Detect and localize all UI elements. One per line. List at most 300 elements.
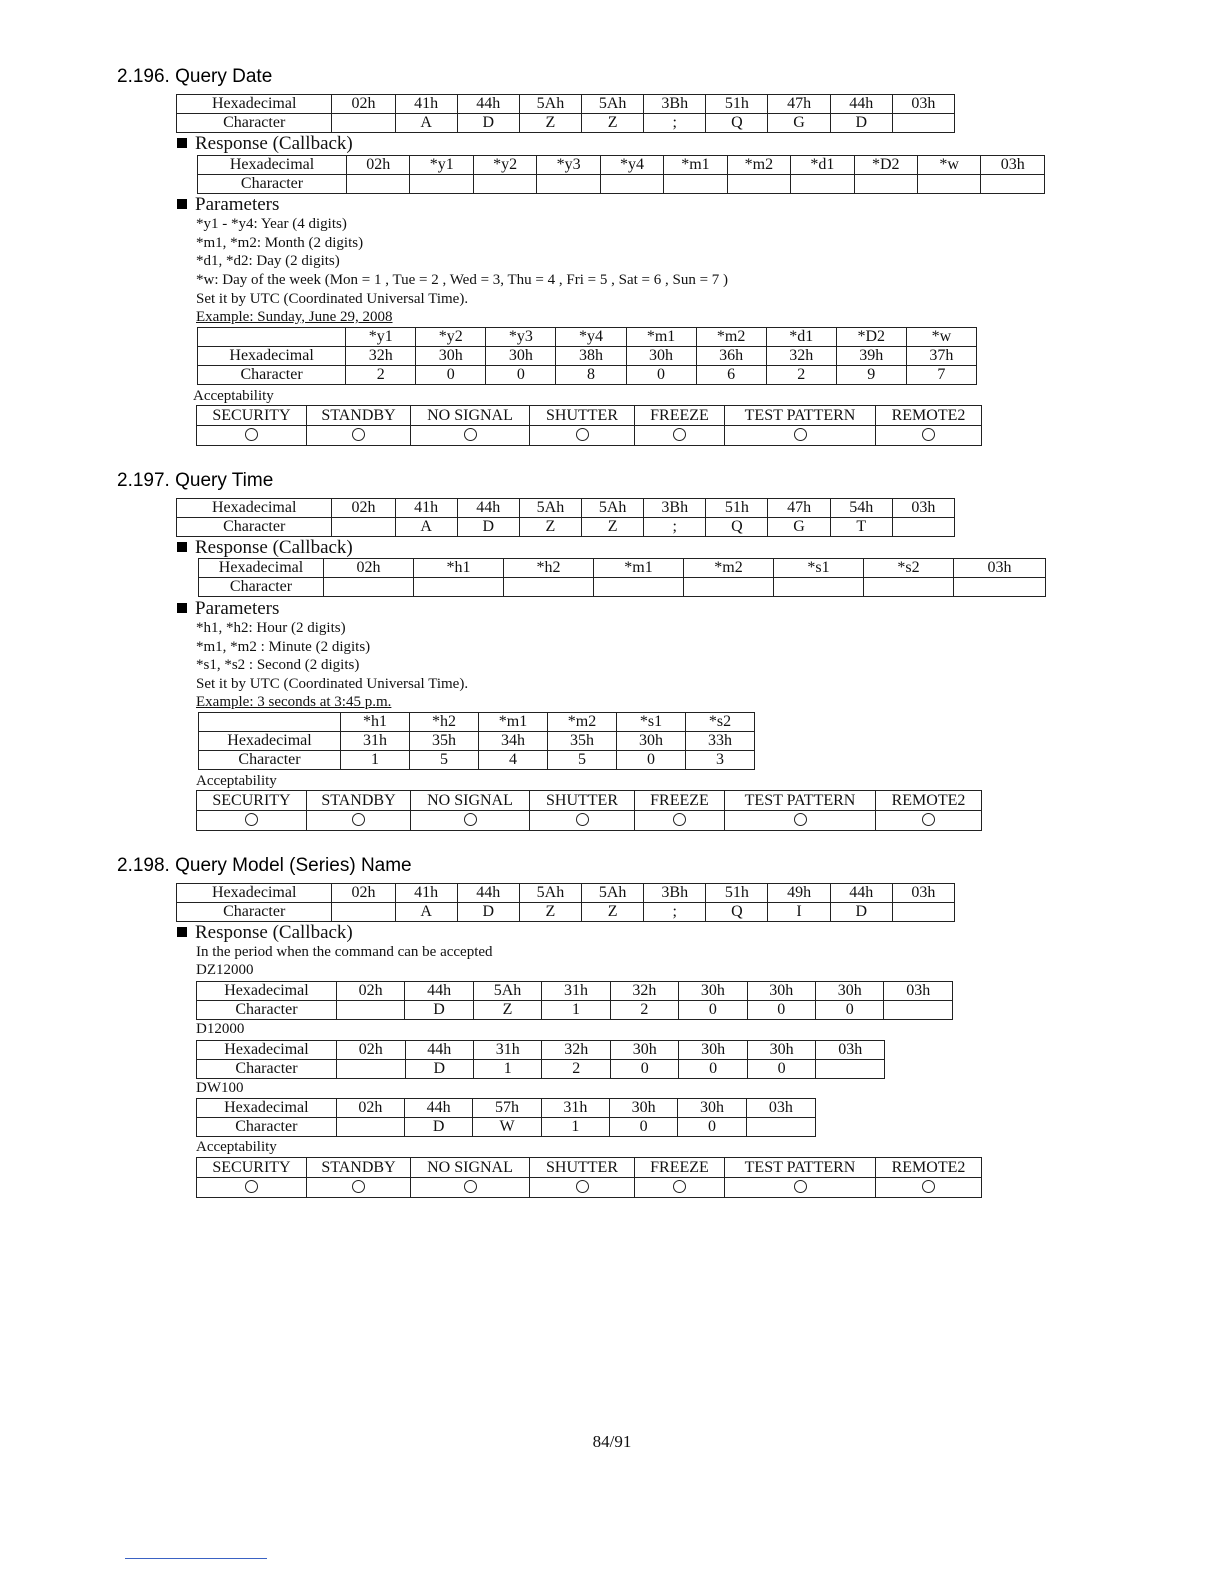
- table-cell: *m2: [548, 713, 617, 732]
- row-label-cell: Character: [199, 578, 324, 597]
- circle-icon: [464, 813, 477, 826]
- table-cell: 5Ah: [519, 884, 581, 903]
- acceptability-cell: [530, 426, 635, 446]
- acceptability-header: SHUTTER: [530, 1158, 635, 1178]
- table-cell: 5Ah: [473, 982, 541, 1001]
- table-cell: 41h: [395, 95, 457, 114]
- table-cell: [336, 1118, 404, 1137]
- table-row: [197, 426, 982, 446]
- table-cell: 31h: [473, 1041, 541, 1060]
- table-row: [199, 578, 1046, 597]
- table-cell: 30h: [747, 982, 815, 1001]
- table-cell: [954, 578, 1046, 597]
- table-cell: 44h: [830, 95, 892, 114]
- table-row: [197, 982, 953, 1001]
- table-cell: *s1: [617, 713, 686, 732]
- table-cell: 5: [548, 751, 617, 770]
- table-cell: 02h: [336, 982, 404, 1001]
- circle-icon: [576, 428, 589, 441]
- row-label-cell: Character: [197, 1060, 337, 1079]
- acceptability-header: SECURITY: [197, 1158, 307, 1178]
- circle-icon: [794, 1180, 807, 1193]
- table-row: [177, 884, 955, 903]
- table-cell: ;: [644, 903, 706, 922]
- table-cell: 47h: [768, 95, 830, 114]
- table-cell: [664, 175, 727, 194]
- circle-icon: [673, 1180, 686, 1193]
- acceptability-header: NO SIGNAL: [411, 1158, 530, 1178]
- table-cell: 5: [410, 751, 479, 770]
- table-row: [199, 751, 755, 770]
- example-label: Example: Sunday, June 29, 2008: [196, 309, 393, 325]
- circle-icon: [464, 428, 477, 441]
- table-row: [198, 175, 1045, 194]
- table-cell: 03h: [892, 884, 954, 903]
- table-cell: 32h: [766, 347, 836, 366]
- table-cell: *m2: [696, 328, 766, 347]
- table-cell: D: [830, 903, 892, 922]
- table-cell: 0: [747, 1001, 815, 1020]
- table-cell: 1: [341, 751, 410, 770]
- response-table: [197, 155, 1045, 194]
- acceptability-table: [196, 405, 982, 446]
- table-row: [197, 1060, 885, 1079]
- table-cell: *s2: [864, 559, 954, 578]
- row-label-cell: Character: [197, 1118, 337, 1137]
- acceptability-header: REMOTE2: [876, 791, 982, 811]
- table-cell: [981, 175, 1045, 194]
- table-cell: 34h: [479, 732, 548, 751]
- table-cell: Z: [473, 1001, 541, 1020]
- acceptability-cell: [197, 811, 307, 831]
- circle-icon: [464, 1180, 477, 1193]
- table-cell: Z: [582, 114, 644, 133]
- acceptability-cell: [530, 811, 635, 831]
- row-label-cell: Character: [199, 751, 341, 770]
- table-cell: T: [830, 518, 892, 537]
- table-cell: D: [457, 518, 519, 537]
- table-cell: 2: [766, 366, 836, 385]
- circle-icon: [245, 1180, 258, 1193]
- table-cell: *y4: [556, 328, 626, 347]
- table-cell: *y1: [410, 156, 473, 175]
- section-title-query-date: 2.196. Query Date: [117, 66, 273, 87]
- table-cell: 35h: [410, 732, 479, 751]
- row-label-cell: Character: [197, 1001, 337, 1020]
- table-cell: Q: [706, 518, 768, 537]
- table-cell: [884, 1001, 953, 1020]
- table-cell: [324, 578, 414, 597]
- table-cell: 0: [679, 1060, 747, 1079]
- model-table: [196, 1040, 885, 1079]
- row-label-cell: Hexadecimal: [198, 156, 347, 175]
- row-label-cell: Hexadecimal: [198, 347, 346, 366]
- table-cell: *m1: [664, 156, 727, 175]
- acceptability-header: SECURITY: [197, 791, 307, 811]
- table-cell: A: [395, 903, 457, 922]
- table-cell: 44h: [457, 95, 519, 114]
- table-cell: 02h: [332, 499, 395, 518]
- table-cell: 1: [542, 1001, 610, 1020]
- acceptability-header: FREEZE: [635, 1158, 725, 1178]
- response-heading: Response (Callback): [177, 133, 353, 155]
- table-cell: 03h: [884, 982, 953, 1001]
- circle-icon: [673, 428, 686, 441]
- bullet-square-icon: [177, 542, 187, 552]
- example-label: Example: 3 seconds at 3:45 p.m.: [196, 694, 392, 710]
- row-label-cell: Hexadecimal: [199, 732, 341, 751]
- acceptability-cell: [307, 426, 411, 446]
- table-cell: 7: [906, 366, 976, 385]
- table-cell: 31h: [542, 982, 610, 1001]
- model-name: DZ12000: [196, 962, 254, 978]
- param-line: *m1, *m2: Month (2 digits): [196, 235, 364, 251]
- response-note: In the period when the command can be accepted: [196, 944, 493, 960]
- table-cell: G: [768, 114, 830, 133]
- table-cell: 0: [679, 1001, 747, 1020]
- table-row: [198, 347, 977, 366]
- acceptability-header: SHUTTER: [530, 406, 635, 426]
- table-cell: [473, 175, 536, 194]
- table-cell: 30h: [486, 347, 556, 366]
- acceptability-header: NO SIGNAL: [411, 791, 530, 811]
- table-cell: 0: [617, 751, 686, 770]
- table-cell: 3: [686, 751, 755, 770]
- model-table: [196, 1098, 816, 1137]
- table-row: [199, 713, 755, 732]
- table-row: [177, 903, 955, 922]
- table-cell: 02h: [336, 1099, 404, 1118]
- table-cell: 02h: [324, 559, 414, 578]
- table-cell: 5Ah: [519, 95, 581, 114]
- table-cell: 30h: [679, 1041, 747, 1060]
- table-cell: Z: [519, 518, 581, 537]
- table-cell: *h2: [410, 713, 479, 732]
- param-line: Set it by UTC (Coordinated Universal Time).: [196, 676, 469, 692]
- row-label-cell: Hexadecimal: [197, 1041, 337, 1060]
- table-cell: [917, 175, 980, 194]
- acceptability-header: REMOTE2: [876, 1158, 982, 1178]
- table-cell: 0: [486, 366, 556, 385]
- model-name: D12000: [196, 1021, 245, 1037]
- table-cell: [332, 114, 395, 133]
- table-cell: 44h: [405, 1041, 473, 1060]
- table-cell: *h2: [504, 559, 594, 578]
- table-cell: 51h: [706, 95, 768, 114]
- circle-icon: [673, 813, 686, 826]
- table-cell: [727, 175, 790, 194]
- response-table: [198, 558, 1046, 597]
- table-cell: 0: [610, 1060, 678, 1079]
- example-table: [197, 327, 977, 385]
- param-line: *h1, *h2: Hour (2 digits): [196, 620, 346, 636]
- table-cell: 32h: [610, 982, 678, 1001]
- circle-icon: [245, 813, 258, 826]
- table-row: [177, 518, 955, 537]
- bullet-square-icon: [177, 927, 187, 937]
- acceptability-header: SECURITY: [197, 406, 307, 426]
- acceptability-header: TEST PATTERN: [725, 791, 876, 811]
- table-cell: [892, 903, 954, 922]
- table-cell: 0: [416, 366, 486, 385]
- table-cell: [864, 578, 954, 597]
- table-cell: 6: [696, 366, 766, 385]
- table-row: [198, 156, 1045, 175]
- model-table: [196, 981, 953, 1020]
- table-cell: Q: [706, 114, 768, 133]
- acceptability-label: Acceptability: [196, 773, 277, 789]
- table-cell: 41h: [395, 884, 457, 903]
- table-cell: 30h: [747, 1041, 815, 1060]
- table-cell: [774, 578, 864, 597]
- table-cell: 30h: [617, 732, 686, 751]
- acceptability-header: STANDBY: [307, 791, 411, 811]
- table-cell: *D2: [836, 328, 906, 347]
- acceptability-header: SHUTTER: [530, 791, 635, 811]
- acceptability-cell: [530, 1178, 635, 1198]
- circle-icon: [794, 428, 807, 441]
- param-line: *d1, *d2: Day (2 digits): [196, 253, 340, 269]
- command-table: [176, 498, 955, 537]
- table-cell: D: [405, 1001, 473, 1020]
- table-row: [197, 1118, 816, 1137]
- table-cell: 2: [346, 366, 416, 385]
- param-line: *w: Day of the week (Mon = 1 , Tue = 2 , Wed = 3, Thu = 4 , Fri = 5 , Sat = 6 , Sun = 7 ): [196, 272, 729, 288]
- table-cell: ;: [644, 518, 706, 537]
- table-cell: *m2: [727, 156, 790, 175]
- table-row: [177, 95, 955, 114]
- table-cell: 9: [836, 366, 906, 385]
- table-cell: 1: [541, 1118, 609, 1137]
- row-label-cell: Hexadecimal: [199, 559, 324, 578]
- table-row: [177, 499, 955, 518]
- table-cell: 51h: [706, 499, 768, 518]
- table-cell: 44h: [457, 884, 519, 903]
- acceptability-header: NO SIGNAL: [411, 406, 530, 426]
- table-cell: *y2: [473, 156, 536, 175]
- table-cell: 47h: [768, 499, 830, 518]
- table-cell: W: [473, 1118, 541, 1137]
- parameters-heading: Parameters: [177, 194, 279, 216]
- acceptability-cell: [197, 426, 307, 446]
- table-cell: 32h: [542, 1041, 610, 1060]
- table-cell: D: [830, 114, 892, 133]
- table-cell: 02h: [337, 1041, 405, 1060]
- acceptability-header: STANDBY: [307, 1158, 411, 1178]
- table-row: [198, 366, 977, 385]
- table-cell: [854, 175, 917, 194]
- acceptability-cell: [307, 1178, 411, 1198]
- table-cell: [684, 578, 774, 597]
- command-table: [176, 94, 955, 133]
- table-cell: *s2: [686, 713, 755, 732]
- table-row: [177, 114, 955, 133]
- table-cell: *w: [906, 328, 976, 347]
- bullet-square-icon: [177, 199, 187, 209]
- table-cell: 02h: [347, 156, 410, 175]
- table-cell: 44h: [457, 499, 519, 518]
- table-cell: D: [457, 114, 519, 133]
- table-cell: 5Ah: [582, 499, 644, 518]
- row-label-cell: Character: [177, 114, 332, 133]
- circle-icon: [794, 813, 807, 826]
- example-table: [198, 712, 755, 770]
- table-cell: *y4: [600, 156, 663, 175]
- table-cell: Q: [706, 903, 768, 922]
- table-cell: 37h: [906, 347, 976, 366]
- table-cell: 38h: [556, 347, 626, 366]
- footer-link-underline: [125, 1558, 267, 1559]
- table-cell: *y1: [346, 328, 416, 347]
- acceptability-cell: [307, 811, 411, 831]
- table-cell: [504, 578, 594, 597]
- table-cell: 44h: [830, 884, 892, 903]
- row-label-cell: Character: [198, 175, 347, 194]
- table-cell: 49h: [768, 884, 830, 903]
- table-cell: 44h: [405, 1099, 473, 1118]
- table-cell: 02h: [332, 884, 395, 903]
- response-heading: Response (Callback): [177, 537, 353, 559]
- table-row: [197, 1158, 982, 1178]
- table-cell: 0: [815, 1001, 883, 1020]
- table-cell: 02h: [332, 95, 395, 114]
- acceptability-cell: [725, 811, 876, 831]
- table-cell: Z: [519, 903, 581, 922]
- row-label-cell: [198, 328, 346, 347]
- table-cell: *w: [917, 156, 980, 175]
- row-label-cell: Hexadecimal: [177, 884, 332, 903]
- table-cell: 03h: [981, 156, 1045, 175]
- table-cell: 30h: [679, 982, 747, 1001]
- acceptability-cell: [197, 1178, 307, 1198]
- circle-icon: [352, 428, 365, 441]
- table-cell: [816, 1060, 885, 1079]
- table-cell: 30h: [815, 982, 883, 1001]
- table-cell: [332, 518, 395, 537]
- table-cell: [414, 578, 504, 597]
- row-label-cell: Hexadecimal: [177, 95, 332, 114]
- row-label-cell: Character: [198, 366, 346, 385]
- acceptability-cell: [411, 811, 530, 831]
- table-cell: 51h: [706, 884, 768, 903]
- bullet-square-icon: [177, 138, 187, 148]
- table-row: [197, 406, 982, 426]
- acceptability-header: FREEZE: [635, 406, 725, 426]
- model-name: DW100: [196, 1080, 244, 1096]
- table-cell: *m2: [684, 559, 774, 578]
- acceptability-header: FREEZE: [635, 791, 725, 811]
- table-cell: 4: [479, 751, 548, 770]
- row-label-cell: [199, 713, 341, 732]
- table-cell: 5Ah: [582, 95, 644, 114]
- table-cell: A: [395, 114, 457, 133]
- table-cell: [600, 175, 663, 194]
- table-row: [197, 1178, 982, 1198]
- table-cell: 30h: [609, 1099, 677, 1118]
- circle-icon: [576, 1180, 589, 1193]
- table-row: [197, 1099, 816, 1118]
- table-cell: 1: [473, 1060, 541, 1079]
- param-line: Set it by UTC (Coordinated Universal Time).: [196, 291, 469, 307]
- table-cell: 57h: [473, 1099, 541, 1118]
- table-cell: 03h: [816, 1041, 885, 1060]
- table-cell: 32h: [346, 347, 416, 366]
- table-cell: 31h: [541, 1099, 609, 1118]
- table-row: [199, 732, 755, 751]
- table-cell: 3Bh: [644, 95, 706, 114]
- row-label-cell: Hexadecimal: [197, 982, 337, 1001]
- command-table: [176, 883, 955, 922]
- table-cell: 30h: [678, 1099, 746, 1118]
- acceptability-cell: [725, 426, 876, 446]
- table-cell: D: [405, 1060, 473, 1079]
- table-cell: *d1: [791, 156, 854, 175]
- param-line: *s1, *s2 : Second (2 digits): [196, 657, 360, 673]
- table-cell: [332, 903, 395, 922]
- table-cell: *D2: [854, 156, 917, 175]
- row-label-cell: Character: [177, 903, 332, 922]
- acceptability-label: Acceptability: [193, 388, 274, 404]
- table-cell: *y3: [486, 328, 556, 347]
- table-cell: Z: [582, 903, 644, 922]
- row-label-cell: Hexadecimal: [177, 499, 332, 518]
- table-cell: [746, 1118, 815, 1137]
- table-cell: 5Ah: [519, 499, 581, 518]
- table-cell: 0: [626, 366, 696, 385]
- parameters-heading: Parameters: [177, 598, 279, 620]
- table-cell: *h1: [414, 559, 504, 578]
- section-title-query-time: 2.197. Query Time: [117, 470, 274, 491]
- acceptability-cell: [635, 811, 725, 831]
- table-cell: 35h: [548, 732, 617, 751]
- acceptability-header: TEST PATTERN: [725, 406, 876, 426]
- table-cell: 03h: [954, 559, 1046, 578]
- table-cell: D: [405, 1118, 473, 1137]
- table-cell: [594, 578, 684, 597]
- circle-icon: [576, 813, 589, 826]
- acceptability-cell: [876, 1178, 982, 1198]
- table-cell: 44h: [405, 982, 473, 1001]
- table-cell: *y3: [537, 156, 600, 175]
- table-cell: 03h: [746, 1099, 815, 1118]
- row-label-cell: Hexadecimal: [197, 1099, 337, 1118]
- table-cell: [791, 175, 854, 194]
- table-cell: [337, 1060, 405, 1079]
- table-cell: A: [395, 518, 457, 537]
- acceptability-cell: [635, 426, 725, 446]
- section-title-query-model-name: 2.198. Query Model (Series) Name: [117, 855, 412, 876]
- table-row: [197, 1041, 885, 1060]
- acceptability-header: REMOTE2: [876, 406, 982, 426]
- table-cell: [892, 518, 954, 537]
- table-cell: Z: [582, 518, 644, 537]
- table-row: [199, 559, 1046, 578]
- table-cell: 0: [747, 1060, 815, 1079]
- table-row: [197, 791, 982, 811]
- table-cell: [410, 175, 473, 194]
- table-cell: *d1: [766, 328, 836, 347]
- table-cell: 0: [678, 1118, 746, 1137]
- table-cell: 3Bh: [644, 499, 706, 518]
- table-cell: 36h: [696, 347, 766, 366]
- acceptability-header: TEST PATTERN: [725, 1158, 876, 1178]
- page-number: 84/91: [592, 1432, 632, 1451]
- table-cell: D: [457, 903, 519, 922]
- table-cell: 0: [609, 1118, 677, 1137]
- acceptability-table: [196, 1157, 982, 1198]
- table-cell: ;: [644, 114, 706, 133]
- table-cell: 39h: [836, 347, 906, 366]
